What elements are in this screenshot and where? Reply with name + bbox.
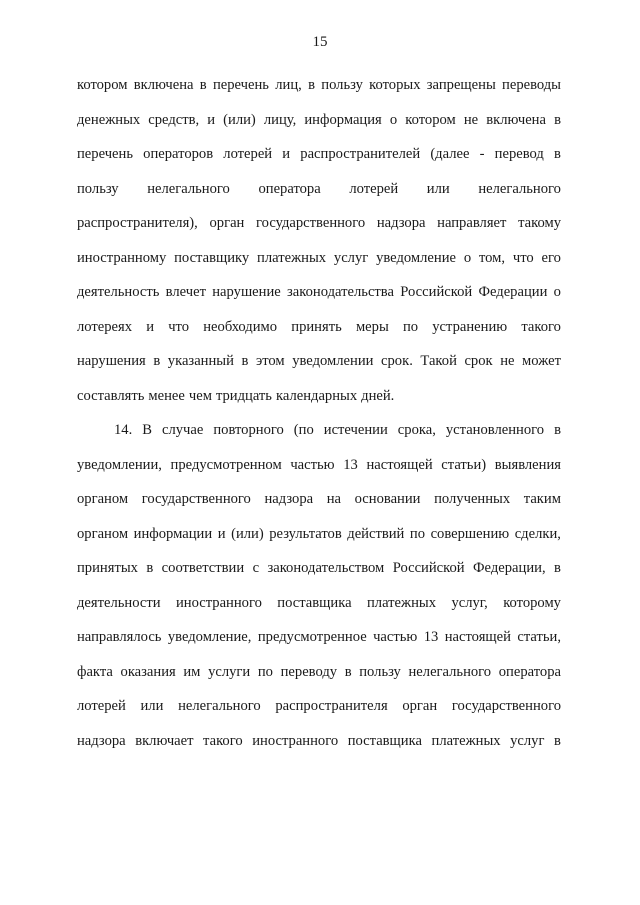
text-line: перечень операторов лотерей и распространителей (далее - перевод в: [77, 146, 561, 162]
text-line: деятельность влечет нарушение законодательства Российской Федерации о: [77, 284, 561, 300]
text-line: пользу нелегального оператора лотерей или нелегального: [77, 180, 561, 197]
text-line: лотереях и что необходимо принять меры по устранению такого: [77, 318, 561, 335]
text-line: лотерей или нелегального распространителя орган государственного: [77, 698, 561, 714]
text-line: принятых в соответствии с законодательством Российской Федерации, в: [77, 560, 561, 576]
text-line: нарушения в указанный в этом уведомлении срок. Такой срок не может: [77, 353, 561, 369]
text-line: деятельности иностранного поставщика платежных услуг, которому: [77, 594, 561, 611]
text-line: распространителя), орган государственного надзора направляет такому: [77, 215, 561, 231]
text-line: котором включена в перечень лиц, в пользу которых запрещены переводы: [77, 77, 561, 93]
text-line: надзора включает такого иностранного поставщика платежных услуг в: [77, 732, 561, 749]
text-line: уведомлении, предусмотренном частью 13 настоящей статьи) выявления: [77, 456, 561, 473]
text-line: 14. В случае повторного (по истечении срока, установленного в: [114, 422, 561, 438]
text-line: факта оказания им услуги по переводу в пользу нелегального оператора: [77, 663, 561, 680]
body-text: [77, 68, 561, 758]
text-line: органом информации и (или) результатов действий по совершению сделки,: [77, 525, 561, 542]
page-number: 15: [312, 34, 328, 50]
text-line: денежных средств, и (или) лицу, информация о котором не включена в: [77, 111, 561, 128]
text-line: составлять менее чем тридцать календарных дней.: [77, 387, 395, 404]
text-line: органом государственного надзора на основании полученных таким: [77, 491, 561, 507]
text-line: направлялось уведомление, предусмотренное частью 13 настоящей статьи,: [77, 629, 561, 645]
text-line: иностранному поставщику платежных услуг уведомление о том, что его: [77, 249, 561, 266]
